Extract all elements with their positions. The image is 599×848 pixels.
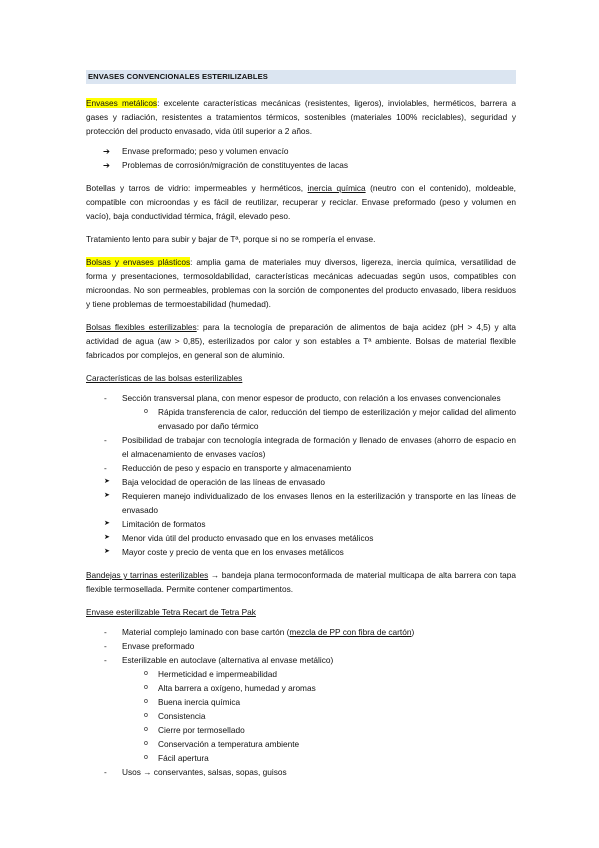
tetra-list (86, 625, 516, 779)
list-item-text: Menor vida útil del producto envasado que en los envases metálicos (122, 533, 374, 543)
list-item-underlined: mezcla de PP con fibra de cartón (289, 627, 412, 637)
circle-bullet-icon: o (144, 726, 148, 733)
list-item (86, 765, 516, 779)
circle-bullet-icon: o (144, 408, 148, 415)
flex-paragraph: Bolsas flexibles esterilizables: para la tecnología de preparación de alimentos de baja acidez (pH > 4,5) y alta actividad de agua (aw > 0,85), esterilizados por calor y son estables a Tª ambiente. Bolsas de material flexible fabricados por complejos, en general son de aluminio. (86, 322, 517, 360)
arrowhead-bullet-icon: ➤ (104, 534, 110, 541)
arrow-icon: ➔ (103, 160, 110, 170)
dash-bullet-icon: - (104, 655, 107, 665)
list-item (86, 723, 516, 737)
circle-bullet-icon: o (144, 670, 148, 677)
list-item-text: Material complejo laminado con base cartón ( (122, 627, 290, 637)
circle-bullet-icon: o (144, 740, 148, 747)
list-item (86, 737, 516, 751)
arrowhead-bullet-icon: ➤ (104, 478, 110, 485)
dash-bullet-icon: - (104, 435, 107, 445)
list-item-text: Buena inercia química (158, 697, 241, 707)
list-item-text: Alta barrera a oxígeno, humedad y aromas (158, 683, 316, 693)
plastic-paragraph: Bolsas y envases plásticos: amplia gama de materiales muy diversos, ligereza, inercia química, versatilidad de forma y presentaciones, termosoldabilidad, características mecánicas adecuadas según usos, compatibles con microondas. No son permeables, problemas con la sorción de componentes del producto envasado, libera residuos y tiene problemas de termoestabilidad (humedad). (86, 257, 516, 309)
list-item-text: Posibilidad de trabajar con tecnología integrada de formación y llenado de envases (ahorro de espacio en el almacenamiento de envases vacíos) (122, 435, 516, 459)
trays-term: Bandejas y tarrinas esterilizables (86, 570, 209, 580)
circle-bullet-icon: o (144, 754, 148, 761)
list-item (86, 531, 516, 545)
list-item (86, 405, 516, 433)
metal-text: : excelente características mecánicas (resistentes, ligeros), inviolables, herméticos, barrera a gases y radiación, resistentes a tratamientos térmicos, sostenibles (materiales 100% reciclables), seguridad y protección del producto envasado, vida útil superior a 2 años. (86, 98, 517, 136)
list-item-text: Consistencia (158, 711, 206, 721)
list-item (86, 695, 516, 709)
arrow-icon: ➔ (103, 146, 110, 156)
list-item-text: Baja velocidad de operación de las líneas de envasado (122, 477, 325, 487)
list-item (86, 639, 516, 653)
list-item (86, 653, 516, 667)
list-item (86, 433, 516, 461)
list-item (86, 709, 516, 723)
document-content (86, 70, 516, 779)
list-item (86, 751, 516, 765)
metal-term: Envases metálicos (86, 98, 158, 108)
list-item (86, 461, 516, 475)
list-item (86, 517, 516, 531)
tetra-heading: Envase esterilizable Tetra Recart de Tetra Pak (86, 607, 256, 617)
list-item-text: Sección transversal plana, con menor espesor de producto, con relación a los envases convencionales (122, 393, 501, 403)
list-item (86, 489, 516, 517)
flex-term: Bolsas flexibles esterilizables (86, 322, 197, 332)
list-item-text: Envase preformado (122, 641, 195, 651)
dash-bullet-icon: - (104, 463, 107, 473)
features-heading: Características de las bolsas esterilizables (86, 373, 243, 383)
dash-bullet-icon: - (104, 767, 107, 777)
list-item: ➔ Envase preformado; peso y volumen envacío (103, 146, 289, 156)
circle-bullet-icon: o (144, 712, 148, 719)
features-list (86, 391, 516, 559)
arrowhead-bullet-icon: ➤ (104, 548, 110, 555)
list-item (86, 667, 516, 681)
list-item-text: Rápida transferencia de calor, reducción del tiempo de esterilización y mejor calidad del alimento envasado por daño térmico (158, 407, 516, 431)
arrowhead-bullet-icon: ➤ (104, 520, 110, 527)
dash-bullet-icon: - (104, 641, 107, 651)
metal-paragraph (86, 96, 516, 138)
list-item-text: Usos → conservantes, salsas, sopas, guisos (122, 767, 287, 777)
dash-bullet-icon: - (104, 393, 107, 403)
list-item-text: Requieren manejo individualizado de los envases llenos en la esterilización y transporte en las líneas de envasado (122, 491, 516, 515)
list-item-text: Hermeticidad e impermeabilidad (158, 669, 277, 679)
list-item-text: Cierre por termosellado (158, 725, 245, 735)
glass-note: Tratamiento lento para subir y bajar de Tª, porque si no se rompería el envase. (86, 234, 376, 244)
list-item (86, 681, 516, 695)
list-item: - Material complejo laminado con base cartón (mezcla de PP con fibra de cartón) (104, 627, 415, 637)
section-title: ENVASES CONVENCIONALES ESTERILIZABLES (86, 70, 516, 84)
list-item (86, 475, 516, 489)
list-item-text: Mayor coste y precio de venta que en los envases metálicos (122, 547, 344, 557)
list-item-text: Reducción de peso y espacio en transporte y almacenamiento (122, 463, 352, 473)
circle-bullet-icon: o (144, 684, 148, 691)
glass-paragraph: Botellas y tarros de vidrio: impermeables y herméticos, inercia química (neutro con el contenido), moldeable, compatible con microondas y es fácil de reutilizar, recuperar y reciclar. Envase preformado (peso y volumen en vacío), baja conductividad térmica, frágil, elevado peso. (86, 183, 516, 221)
list-item-text: Limitación de formatos (122, 519, 206, 529)
plastic-term: Bolsas y envases plásticos (86, 257, 191, 267)
metal-list (86, 144, 516, 172)
glass-term: inercia química (307, 183, 366, 193)
list-item-text: Fácil apertura (158, 753, 209, 763)
list-item (86, 545, 516, 559)
list-item (86, 391, 516, 405)
trays-paragraph: Bandejas y tarrinas esterilizables → bandeja plana termoconformada de material multicapa de alta barrera con tapa flexible termosellada. Permite contener compartimentos. (86, 570, 516, 594)
circle-bullet-icon: o (144, 698, 148, 705)
dash-bullet-icon: - (104, 627, 107, 637)
arrowhead-bullet-icon: ➤ (104, 492, 110, 499)
list-item-text: Conservación a temperatura ambiente (158, 739, 300, 749)
list-item-text: Esterilizable en autoclave (alternativa al envase metálico) (122, 655, 334, 665)
list-item: ➔ Problemas de corrosión/migración de constituyentes de lacas (103, 160, 348, 170)
